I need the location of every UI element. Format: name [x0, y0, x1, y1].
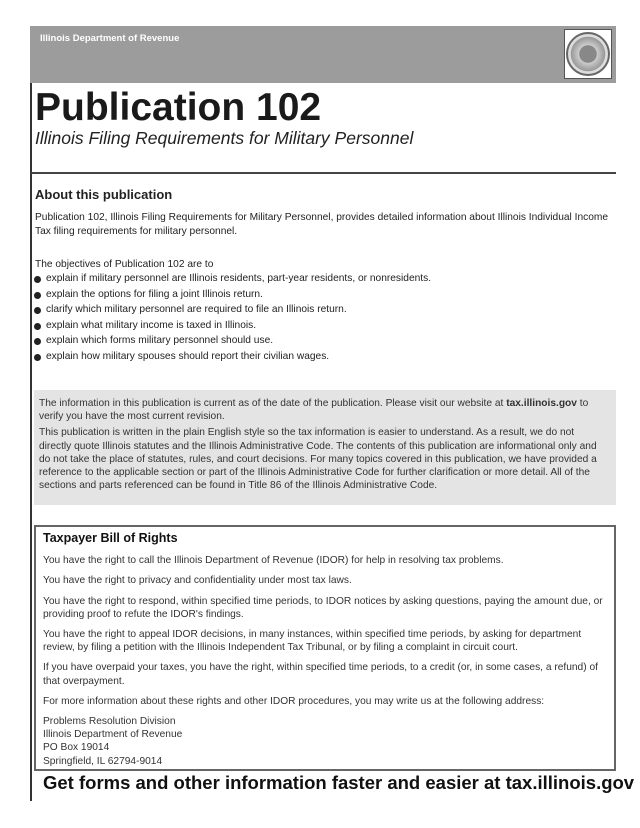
about-intro: Publication 102, Illinois Filing Requirements for Military Personnel, provides detailed information about Illinois Individual Income Tax filing requirements for military personnel. [35, 212, 609, 237]
objective-text: explain what military income is taxed in Illinois. [46, 319, 257, 331]
mailing-address [43, 715, 606, 768]
right-item: You have the right to call the Illinois Department of Revenue (IDOR) for help in resolving tax problems. [43, 555, 504, 567]
about-heading: About this publication [35, 187, 173, 202]
state-seal-icon [564, 29, 612, 79]
list-item [0, 351, 431, 367]
list-item [0, 289, 431, 305]
rights-heading: Taxpayer Bill of Rights [43, 531, 178, 545]
page-subtitle: Illinois Filing Requirements for Military Personnel [35, 128, 414, 148]
info-plain-english: This publication is written in the plain English style so the tax information is easier to understand. As a result, we do not directly quote Illinois statutes and the Illinois Administrative Code. The contents of this publication are informational only and do not take the place of statutes, rules, and court decisions. For many topics covered in this publication, we have provided a reference to the applicable section or part of the Illinois Administrative Code for further clarification or more detail. All of the sections and parts referenced can be found in Title 86 of the Illinois Administrative Code. [39, 427, 597, 492]
address-line: Problems Resolution Division [43, 716, 176, 728]
bullet-icon [34, 292, 41, 299]
list-item [0, 320, 431, 336]
right-item: If you have overpaid your taxes, you have the right, within specified time periods, to a credit (or, in some cases, a refund) of that overpayment. [43, 662, 598, 687]
info-text: The information in this publication is current as of the date of the publication. Please visit our website at [39, 398, 507, 409]
bullet-icon [34, 276, 41, 283]
objectives-list [0, 273, 431, 367]
website-link[interactable]: tax.illinois.gov [506, 398, 577, 409]
objective-text: explain the options for filing a joint Illinois return. [46, 288, 263, 300]
address-line: PO Box 19014 [43, 742, 110, 754]
divider [31, 172, 616, 174]
info-box [34, 390, 616, 505]
list-item [0, 304, 431, 320]
page-title: Publication 102 [35, 86, 322, 129]
objective-text: explain if military personnel are Illinois residents, part-year residents, or nonresidents. [46, 273, 432, 284]
bullet-icon [34, 354, 41, 361]
objective-text: explain how military spouses should report their civilian wages. [46, 350, 330, 362]
right-item: You have the right to respond, within specified time periods, to IDOR notices by asking questions, paying the amount due, or providing proof to refute the IDOR's findings. [43, 595, 603, 620]
info-currency [39, 397, 608, 423]
list-item [0, 335, 431, 351]
left-margin-rule [30, 83, 32, 801]
bullet-icon [34, 338, 41, 345]
info-text: to verify you have the most current revision. [39, 398, 589, 423]
objective-text: explain which forms military personnel should use. [46, 335, 274, 347]
bullet-icon [34, 323, 41, 330]
objective-text: clarify which military personnel are required to file an Illinois return. [46, 304, 347, 316]
header-banner [30, 26, 616, 83]
right-item: You have the right to appeal IDOR decisions, in many instances, within specified time periods, by asking for department review, by filing a petition with the Illinois Independent Tax Tribunal, or by filing a complaint in circuit court. [43, 629, 582, 654]
objectives-lead: The objectives of Publication 102 are to [35, 259, 214, 270]
bullet-icon [34, 307, 41, 314]
right-item: For more information about these rights and other IDOR procedures, you may write us at the following address: [43, 695, 545, 707]
right-item: You have the right to privacy and confidentiality under most tax laws. [43, 575, 352, 587]
list-item [0, 273, 431, 289]
address-line: Springfield, IL 62794-9014 [43, 755, 163, 767]
org-name: Illinois Department of Revenue [40, 33, 180, 44]
address-line: Illinois Department of Revenue [43, 729, 183, 741]
footer-callout: Get forms and other information faster and easier at tax.illinois.gov [43, 772, 635, 793]
bill-of-rights-box [34, 525, 616, 771]
